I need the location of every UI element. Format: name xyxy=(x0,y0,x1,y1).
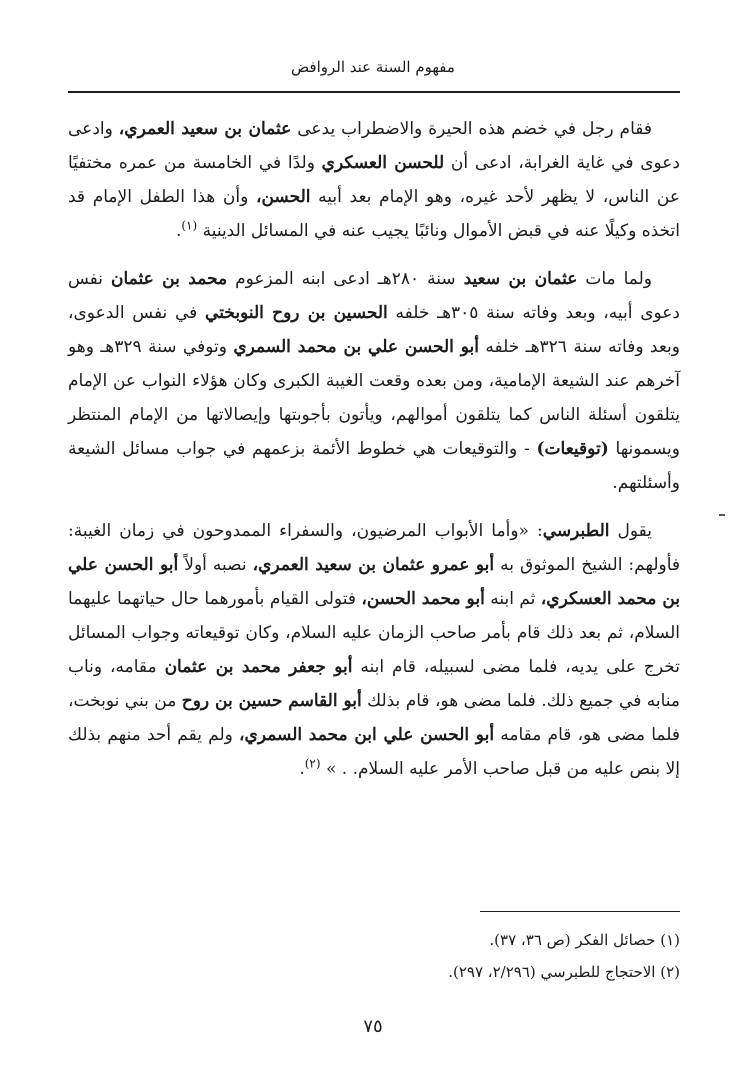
text-span: فقام رجل في خضم هذه الحيرة والاضطراب يدعى xyxy=(291,119,652,139)
text-span: من بني نوبخت، فلما مضى هو، قام مقامه xyxy=(68,691,680,745)
text-span: فتولى القيام بأمورهما حال حياتهما عليهما السلام، ثم بعد ذلك قام بأمر صاحب الزمان عليه السلام، وكان توقيعاته وجواب المسائل تخرج على يديه، فلما مضى لسبيله، قام ابنه xyxy=(68,589,680,677)
bold-name: أبو الحسن علي بن محمد السمري xyxy=(233,337,479,357)
footnote-marker[interactable]: (١) xyxy=(181,218,198,233)
text-span: نصبه أولاً xyxy=(178,555,253,575)
text-span: . xyxy=(299,759,305,779)
bold-name: عثمان بن سعيد xyxy=(463,269,578,289)
footnotes xyxy=(68,924,680,988)
bold-name: محمد بن عثمان xyxy=(110,269,228,289)
bold-name: الحسن، xyxy=(256,187,311,207)
text-span: وادعى دعوى في غاية الغرابة، ادعى أن xyxy=(68,119,681,173)
text-span: سنة ٢٨٠هـ ادعى ابنه المزعوم xyxy=(227,269,464,289)
page-number: ٧٥ xyxy=(363,1016,383,1037)
text-span: وتوفي سنة ٣٢٩هـ وهو آخرهم عند الشيعة الإمامية، ومن بعده وقعت الغيبة الكبرى وكان هؤلاء النواب عن الإمام يتلقون أسئلة الناس كما يتلقون أموالهم، ويأتون بأجوبتها وإيصالاتها من الإمام المنتظر ويسمونها xyxy=(68,337,680,459)
text-span: - والتوقيعات هي خطوط الأئمة بزعمهم في جواب مسائل الشيعة وأسئلتهم. xyxy=(68,439,680,493)
paragraph-2 xyxy=(68,262,680,500)
text-span: يقول xyxy=(609,521,652,541)
bold-name: عثمان بن سعيد العمري، xyxy=(118,119,292,139)
text-span: ولما مات xyxy=(577,269,653,289)
bold-name: أبو محمد الحسن، xyxy=(361,589,485,609)
bold-name: الطبرسي xyxy=(542,521,610,541)
text-span: : «وأما الأبواب المرضيون، والسفراء الممدوحون في زمان الغيبة: فأولهم: الشيخ الموثوق به xyxy=(68,521,681,575)
margin-mark xyxy=(719,514,725,516)
paragraph-3 xyxy=(68,514,680,786)
running-head: مفهوم السنة عند الروافض xyxy=(291,58,455,76)
bold-name: أبو الحسن علي بن محمد العسكري، xyxy=(68,555,680,609)
bold-name: أبو القاسم حسين بن روح xyxy=(181,691,362,711)
bold-term: (توقيعات) xyxy=(536,439,609,459)
text-span: ولدًا في الخامسة من عمره مختفيًا عن الناس، لا يظهر لأحد غيره، وهو الإمام بعد أبيه xyxy=(68,153,680,207)
footnote-marker[interactable]: (٢) xyxy=(304,756,321,771)
footnote-1: (١) حصائل الفكر (ص ٣٦، ٣٧). xyxy=(489,931,680,949)
header-rule xyxy=(68,91,680,93)
text-span: . xyxy=(175,221,182,241)
bold-name: أبو عمرو عثمان بن سعيد العمري، xyxy=(252,555,495,575)
text-span: ثم ابنه xyxy=(484,589,541,609)
text-span: وأن هذا الطفل الإمام قد اتخذه وكيلًا عنه في قبض الأموال ونائبًا يجيب عنه في المسائل الدينية xyxy=(68,187,680,241)
text-span: مقامه، وناب منابه في جميع ذلك. فلما مضى هو، قام بذلك xyxy=(68,657,680,711)
main-text xyxy=(68,112,680,786)
bold-name: للحسن العسكري xyxy=(321,153,445,173)
bold-name: الحسين بن روح النوبختي xyxy=(205,303,388,323)
footnote-2: (٢) الاحتجاج للطبرسي (٢/٢٩٦، ٢٩٧). xyxy=(448,963,680,981)
bold-name: أبو جعفر محمد بن عثمان xyxy=(164,657,353,677)
paragraph-1 xyxy=(68,112,680,248)
footnote-rule xyxy=(480,911,680,912)
text-span: في نفس الدعوى، وبعد وفاته سنة ٣٢٦هـ خلفه xyxy=(68,303,680,357)
text-span: ولم يقم أحد منهم بذلك إلا بنص عليه من قبل صاحب الأمر عليه السلام. . » xyxy=(68,725,680,779)
bold-name: أبو الحسن علي ابن محمد السمري، xyxy=(239,725,495,745)
text-span: نفس دعوى أبيه، وبعد وفاته سنة ٣٠٥هـ خلفه xyxy=(68,269,681,323)
